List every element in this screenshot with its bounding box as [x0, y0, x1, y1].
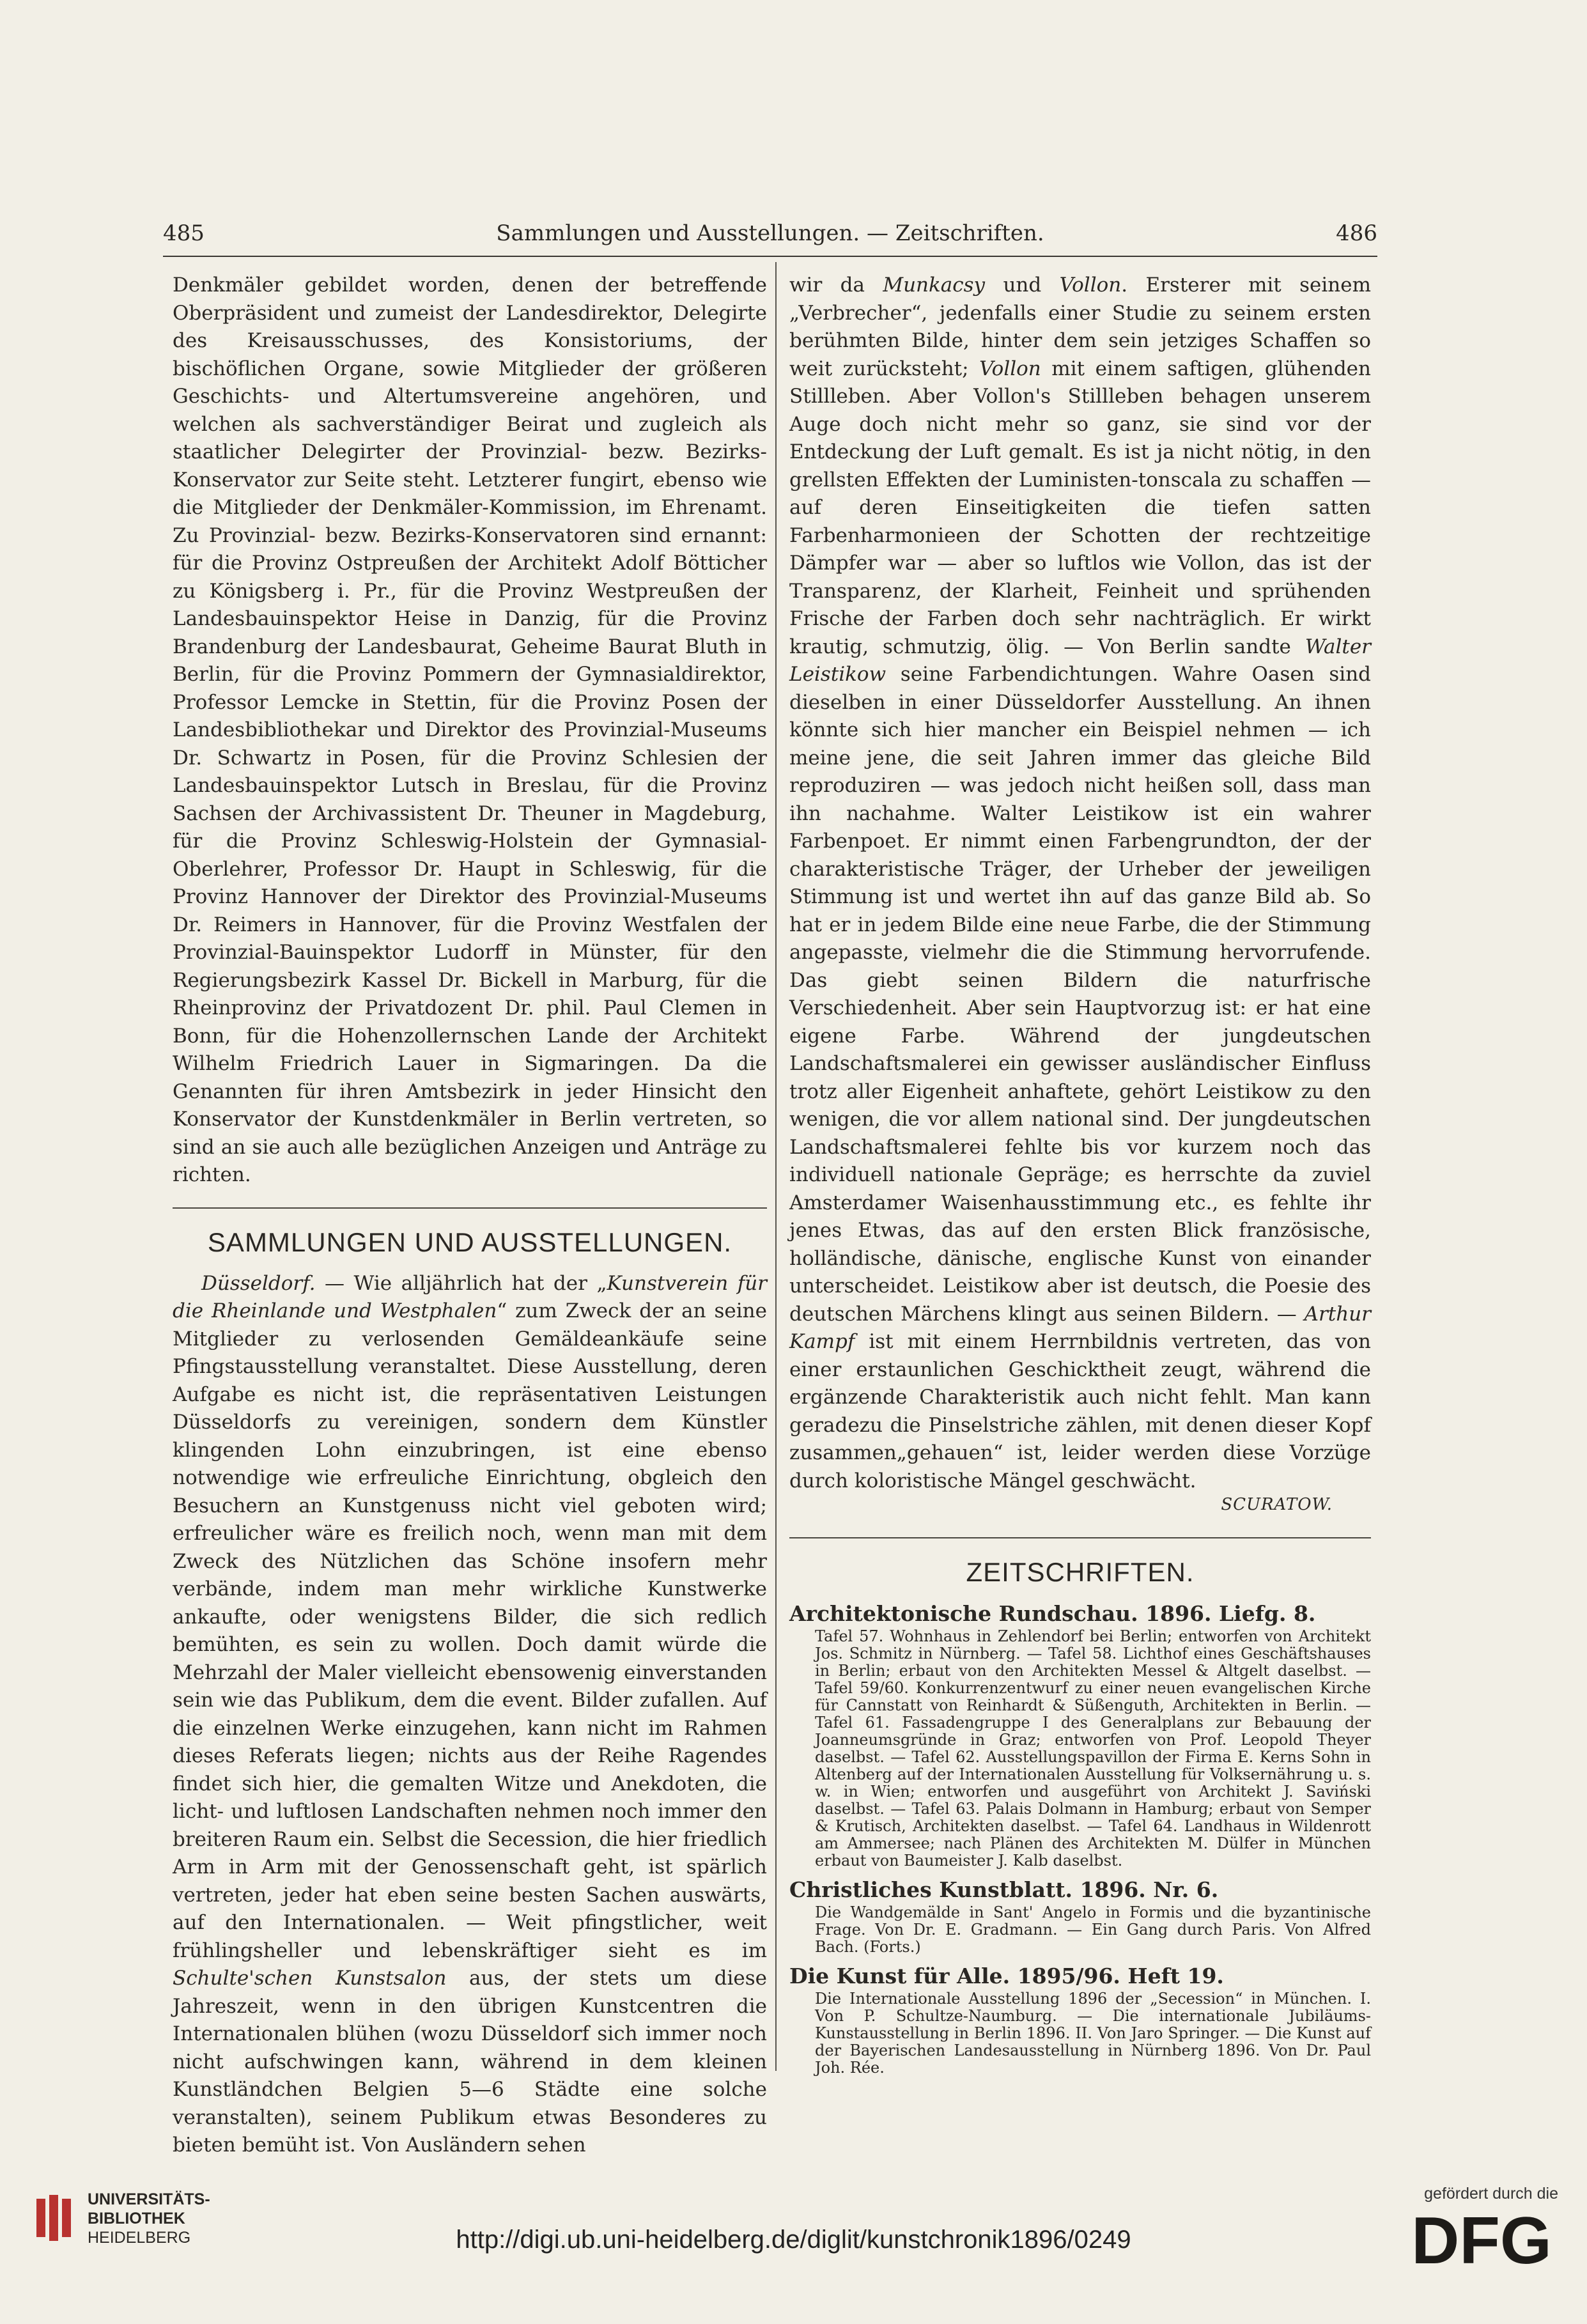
journal-contents: Die Wandgemälde in Sant' Angelo in Formis und die byzantinische Frage. Von Dr. E. Gradmann. — Ein Gang durch Paris. Von Alfred Bach. (Forts.)	[815, 1903, 1371, 1956]
page-number-right: 486	[1336, 221, 1377, 246]
running-title: Sammlungen und Ausstellungen. — Zeitschriften.	[496, 221, 1044, 246]
author-signature: SCURATOW.	[1221, 1495, 1333, 1514]
artist-vollon: Vollon	[1059, 274, 1122, 297]
section-title-sammlungen: SAMMLUNGEN UND AUSSTELLUNGEN.	[207, 1227, 732, 1257]
library-line-1: UNIVERSITÄTS-	[88, 2190, 210, 2208]
dfg-logo[interactable]	[1373, 2185, 1558, 2287]
library-line-3: HEIDELBERG	[88, 2229, 191, 2247]
section-title-zeitschriften: ZEITSCHRIFTEN.	[966, 1556, 1195, 1587]
review-text-c: . Ersterer mit seinem „Verbrecher“, jedenfalls einer Studie zu seinem ersten berühmten Bilde, hinter dem sein jetziges Schaffen so weit zurücksteht;	[789, 274, 1372, 380]
journal-entry	[789, 1876, 1371, 1956]
journal-entry	[789, 1962, 1371, 2077]
review-paragraph	[789, 272, 1371, 1495]
review-text-a: wir da	[789, 274, 883, 297]
source-url-link[interactable]: http://digi.ub.uni-heidelberg.de/diglit/kunstchronik1896/0249	[456, 2226, 1131, 2254]
article-lead: — Wie alljährlich hat der „	[315, 1271, 607, 1295]
article-society: Kunstverein für die Rheinlande und Westphalen	[173, 1271, 767, 1322]
section-rule-right	[789, 1537, 1371, 1538]
page-header	[163, 221, 1377, 259]
journal-title: Christliches Kunstblatt. 1896. Nr. 6.	[789, 1877, 1219, 1902]
artist-munkacsy: Munkacsy	[883, 274, 986, 297]
article-salon: Schulte'schen Kunstsalon	[173, 1967, 447, 1990]
journal-contents: Die Internationale Ausstellung 1896 der „Secession“ in München. I. Von P. Schultze-Naumburg. — Die internationale Jubiläums-Kunstausstellung in Berlin 1896. II. Von Jaro Springer. — Die Kunst auf der Bayerischen Landesausstellung in Nürnberg 1896. Von Dr. Paul Joh. Rée.	[815, 1989, 1371, 2077]
artist-vollon-2: Vollon	[979, 357, 1041, 380]
page-number-left: 485	[163, 221, 205, 246]
dfg-letters: DFG	[1411, 2208, 1552, 2272]
header-rule	[163, 256, 1377, 257]
article-paragraph	[173, 1270, 767, 2160]
artist-kampf: Arthur Kampf	[789, 1302, 1371, 1353]
column-divider	[775, 262, 777, 2071]
article-text-2: aus, der stets um diese Jahreszeit, wenn in den übrigen Kunstcentren die Internationalen blühen (wozu Düsseldorf sich immer noch nicht aufschwingen kann, während in dem kleinen Kunstländchen Belgien 5—6 Städte eine solche veranstalten), seinem Publikum etwas Besonderes zu bieten bemüht ist. Von Ausländern sehen	[173, 1967, 767, 2157]
review-text-e: seine Farbendichtungen. Wahre Oasen sind dieselben in einer Düsseldorfer Ausstellung. An ihnen könnte sich hier mancher ein Beispiel nehmen — ich meine jene, die seit Jahren immer das gleiche Bild reproduziren — was jedoch nicht heißen soll, dass man ihn nachahme. Walter Leistikow ist ein wahrer Farbenpoet. Er nimmt einen Farbengrundton, der der charakteristische Träger, der Urheber der jeweiligen Stimmung ist und wertet ihn auf das ganze Bild ab. So hat er in jedem Bilde eine neue Farbe, die der Stimmung angepasste, vielmehr die die Stimmung hervorrufende. Das giebt seinen Bildern die naturfrische Verschiedenheit. Aber sein Hauptvorzug ist: er hat eine eigene Farbe. Während der jungdeutschen Landschaftsmalerei ein gewisser ausländischer Einfluss trotz aller Eigenheit anhaftete, gehört Leistikow zu den wenigen, die vor allem national sind. Der jungdeutschen Landschaftsmalerei fehlte bis vor kurzem noch das individuell nationale Gepräge; es herrschte da zuviel Amsterdamer Waisenhausstimmung etc., es fehlte ihr jenes Etwas, das auf den ersten Blick französische, holländische, dänische, englische Kunst von einander unterscheidet. Leistikow aber ist deutsch, die Poesie des deutschen Märchens klingt aus seinen Bildern. —	[789, 663, 1371, 1326]
journal-title: Die Kunst für Alle. 1895/96. Heft 19.	[789, 1963, 1224, 1988]
funded-by-text: gefördert durch die	[1424, 2185, 1558, 2203]
dfg-wordmark-icon	[1405, 2208, 1558, 2272]
journal-title: Architektonische Rundschau. 1896. Liefg. 8.	[789, 1600, 1316, 1626]
review-text-b: und	[985, 274, 1060, 297]
article-text-1: “ zum Zweck der an seine Mitglieder zu verlosenden Gemäldeankäufe seine Pfingstausstellung veranstaltet. Diese Ausstellung, deren Aufgabe es nicht ist, die repräsentativen Leistungen Düsseldorfs zu vereinigen, sondern dem Künstler klingenden Lohn einzubringen, ist eine ebenso notwendige wie erfreuliche Einrichtung, obgleich den Besuchern an Kunstgenuss nicht viel geboten wird; erfreulicher wäre es freilich noch, wenn man mit dem Zweck des Nützlichen das Schöne insofern mehr verbände, indem man mehr wirkliche Kunstwerke ankaufte, oder wenigstens Bilder, die sich redlich bemühten, es sein zu wollen. Doch damit würde die Mehrzahl der Maler vielleicht ebensowenig einverstanden sein wie das Publikum, dem die event. Bilder zufallen. Auf die einzelnen Werke einzugehen, kann nicht im Rahmen dieses Referats liegen; nichts aus der Reihe Ragendes findet sich hier, die gemalten Witze und Anekdoten, die licht- und luftlosen Landschaften nehmen noch immer den breiteren Raum ein. Selbst die Secession, die hier friedlich Arm in Arm mit der Genossenschaft geht, ist spärlich vertreten, jeder hat eben seine besten Sachen auswärts, auf den Internationalen. — Weit pfingstlicher, weit frühlingsheller und lebenskräftiger sieht es im	[173, 1299, 767, 1962]
left-column	[173, 272, 767, 2160]
journal-entry	[789, 1600, 1371, 1870]
review-text-d: mit einem saftigen, glühenden Stillleben. Aber Vollon's Stillleben behagen unserem Auge doch nicht mehr so ganz, sie sind vor der Entdeckung der Luft gemalt. Es ist ja nicht nötig, in den grellsten Effekten der Luministen-tonscala zu schaffen — auf deren Einseitigkeiten die tiefen satten Farbenharmonieen der Schotten der rechtzeitige Dämpfer war — aber so luftlos wie Vollon, das ist der Transparenz, der Klarheit, Feinheit und sprühenden Frische der Farben doch sehr nachträglich. Er wirkt krautig, schmutzig, ölig. — Von Berlin sandte	[789, 357, 1371, 658]
intro-paragraph: Denkmäler gebildet worden, denen der betreffende Oberpräsident und zumeist der Landesdirektor, Delegirte des Kreisausschusses, des Konsistoriums, der bischöflichen Organe, sowie Mitglieder der größeren Geschichts- und Altertumsvereine angehören, und welchen als sachverständiger Beirat und zugleich als staatlicher Delegirter der Provinzial- bezw. Bezirks-Konservator zur Seite steht. Letzterer fungirt, ebenso wie die Mitglieder der Denkmäler-Kommission, im Ehrenamt. Zu Provinzial- bezw. Bezirks-Konservatoren sind ernannt: für die Provinz Ostpreußen der Architekt Adolf Bötticher zu Königsberg i. Pr., für die Provinz Westpreußen der Landesbauinspektor Heise in Danzig, für die Provinz Brandenburg der Landesbaurat, Geheime Baurat Bluth in Berlin, für die Provinz Pommern der Gymnasialdirektor, Professor Lemcke in Stettin, für die Provinz Posen der Landesbibliothekar und Direktor des Provinzial-Museums Dr. Schwartz in Posen, für die Provinz Schlesien der Landesbauinspektor Lutsch in Breslau, für die Provinz Sachsen der Archivassistent Dr. Theuner in Magdeburg, für die Provinz Schleswig-Holstein der Gymnasial-Oberlehrer, Professor Dr. Haupt in Schleswig, für die Provinz Hannover der Direktor des Provinzial-Museums Dr. Reimers in Hannover, für die Provinz Westfalen der Provinzial-Bauinspektor Ludorff in Münster, für den Regierungsbezirk Kassel Dr. Bickell in Marburg, für die Rheinprovinz der Privatdozent Dr. phil. Paul Clemen in Bonn, für die Hohenzollernschen Lande der Architekt Wilhelm Friedrich Lauer in Sigmaringen. Da die Genannten für ihren Amtsbezirk in jeder Hinsicht den Konservator der Kunstdenkmäler in Berlin vertreten, so sind an sie auch alle bezüglichen Anzeigen und Anträge zu richten.	[173, 274, 767, 1186]
journal-contents: Tafel 57. Wohnhaus in Zehlendorf bei Berlin; entworfen von Architekt Jos. Schmitz in Nürnberg. — Tafel 58. Lichthof eines Geschäftshauses in Berlin; erbaut von den Architekten Messel & Altgelt daselbst. — Tafel 59/60. Konkurrenzentwurf zu einer neuen evangelischen Kirche für Cannstatt von Reinhardt & Süßenguth, Architekten in Berlin. — Tafel 61. Fassadengruppe I des Generalplans zur Bebauung der Joanneumsgründe in Graz; entworfen von Prof. Leopold Theyer daselbst. — Tafel 62. Ausstellungspavillon der Firma E. Kerns Sohn in Altenberg auf der Internationalen Ausstellung für Volksernährung u. s. w. in Wien; entworfen und ausgeführt von Architekt J. Saviński daselbst. — Tafel 63. Palais Dolmann in Hamburg; erbaut von Semper & Krutisch, Architekten daselbst. — Tafel 64. Landhaus in Wildenrott am Ammersee; nach Plänen des Architekten M. Dülfer in München erbaut von Baumeister J. Kalb daselbst.	[815, 1627, 1371, 1870]
library-line-2: BIBLIOTHEK	[88, 2210, 185, 2227]
section-rule	[173, 1207, 767, 1209]
artist-leistikow: Walter Leistikow	[789, 635, 1371, 686]
right-column	[789, 272, 1371, 2083]
review-text-f: ist mit einem Herrnbildnis vertreten, das von einer erstaunlichen Geschicktheit zeugt, während die ergänzende Charakteristik auch nicht fehlt. Man kann geradezu die Pinselstriche zählen, mit denen dieser Kopf zusammen„gehauen“ ist, leider werden diese Vorzüge durch koloristische Mängel geschwächt.	[789, 1330, 1371, 1492]
article-place: Düsseldorf.	[201, 1271, 316, 1295]
